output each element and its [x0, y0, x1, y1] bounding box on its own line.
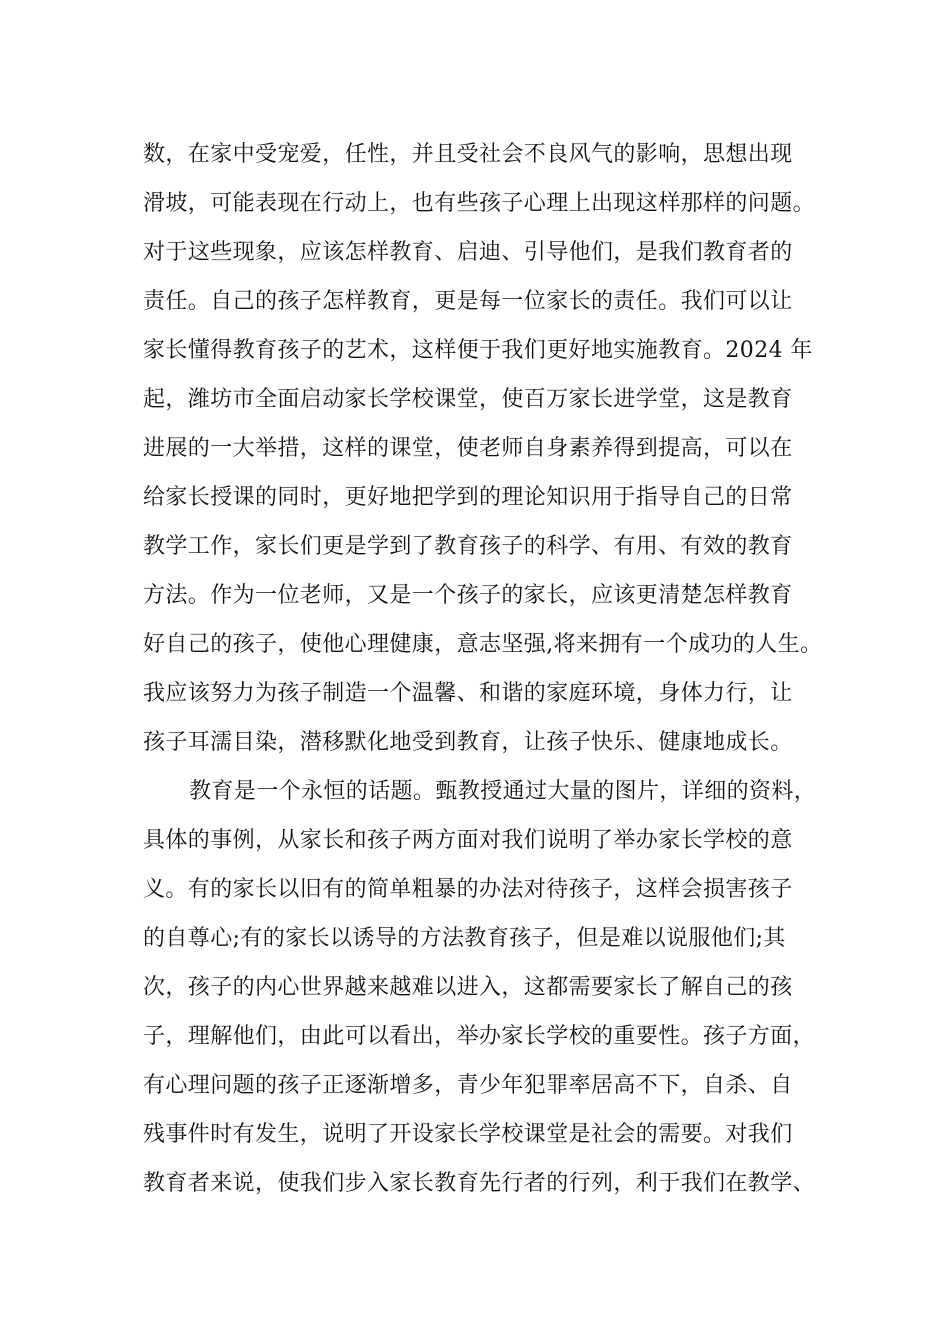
- text-line: 教育者来说，使我们步入家长教育先行者的行列，利于我们在教学、: [143, 1171, 816, 1196]
- paragraph-1: [143, 130, 833, 767]
- text-line: 方法。作为一位老师，又是一个孩子的家长，应该更清楚怎样教育: [143, 583, 793, 608]
- text-line: 孩子耳濡目染，潜移默化地受到教育，让孩子快乐、健康地成长。: [143, 730, 793, 755]
- text-line: 具体的事例，从家长和孩子两方面对我们说明了举办家长学校的意: [143, 828, 793, 853]
- text-line: 对于这些现象，应该怎样教育、启迪、引导他们，是我们教育者的: [143, 240, 793, 265]
- text-line: 的自尊心;有的家长以诱导的方法教育孩子，但是难以说服他们;其: [143, 926, 786, 951]
- paragraph-2: [143, 767, 833, 1208]
- text-line: 责任。自己的孩子怎样教育，更是每一位家长的责任。我们可以让: [143, 289, 793, 314]
- text-line: 有心理问题的孩子正逐渐增多，青少年犯罪率居高不下，自杀、自: [143, 1073, 793, 1098]
- text-line: 起，潍坊市全面启动家长学校课堂，使百万家长进学堂，这是教育: [143, 387, 793, 412]
- text-line: 家长懂得教育孩子的艺术，这样便于我们更好地实施教育。2024 年: [143, 338, 813, 363]
- text-line: 进展的一大举措，这样的课堂，使老师自身素养得到提高，可以在: [143, 436, 793, 461]
- text-line: 教学工作，家长们更是学到了教育孩子的科学、有用、有效的教育: [143, 534, 793, 559]
- text-line: 好自己的孩子，使他心理健康，意志坚强,将来拥有一个成功的人生。: [143, 632, 823, 657]
- text-line: 次，孩子的内心世界越来越难以进入，这都需要家长了解自己的孩: [143, 975, 793, 1000]
- text-line: 数，在家中受宠爱，任性，并且受社会不良风气的影响，思想出现: [143, 142, 793, 167]
- text-line: 给家长授课的同时，更好地把学到的理论知识用于指导自己的日常: [143, 485, 793, 510]
- text-line: 义。有的家长以旧有的简单粗暴的办法对待孩子，这样会损害孩子: [143, 877, 793, 902]
- text-line: 我应该努力为孩子制造一个温馨、和谐的家庭环境，身体力行，让: [143, 681, 793, 706]
- text-line: 残事件时有发生，说明了开设家长学校课堂是社会的需要。对我们: [143, 1122, 793, 1147]
- text-line: 滑坡，可能表现在行动上，也有些孩子心理上出现这样那样的问题。: [143, 191, 816, 216]
- text-line-indented: 教育是一个永恒的话题。甄教授通过大量的图片，详细的资料，: [189, 779, 817, 804]
- text-line: 子，理解他们，由此可以看出，举办家长学校的重要性。孩子方面，: [143, 1024, 816, 1049]
- body-text: [143, 130, 833, 1208]
